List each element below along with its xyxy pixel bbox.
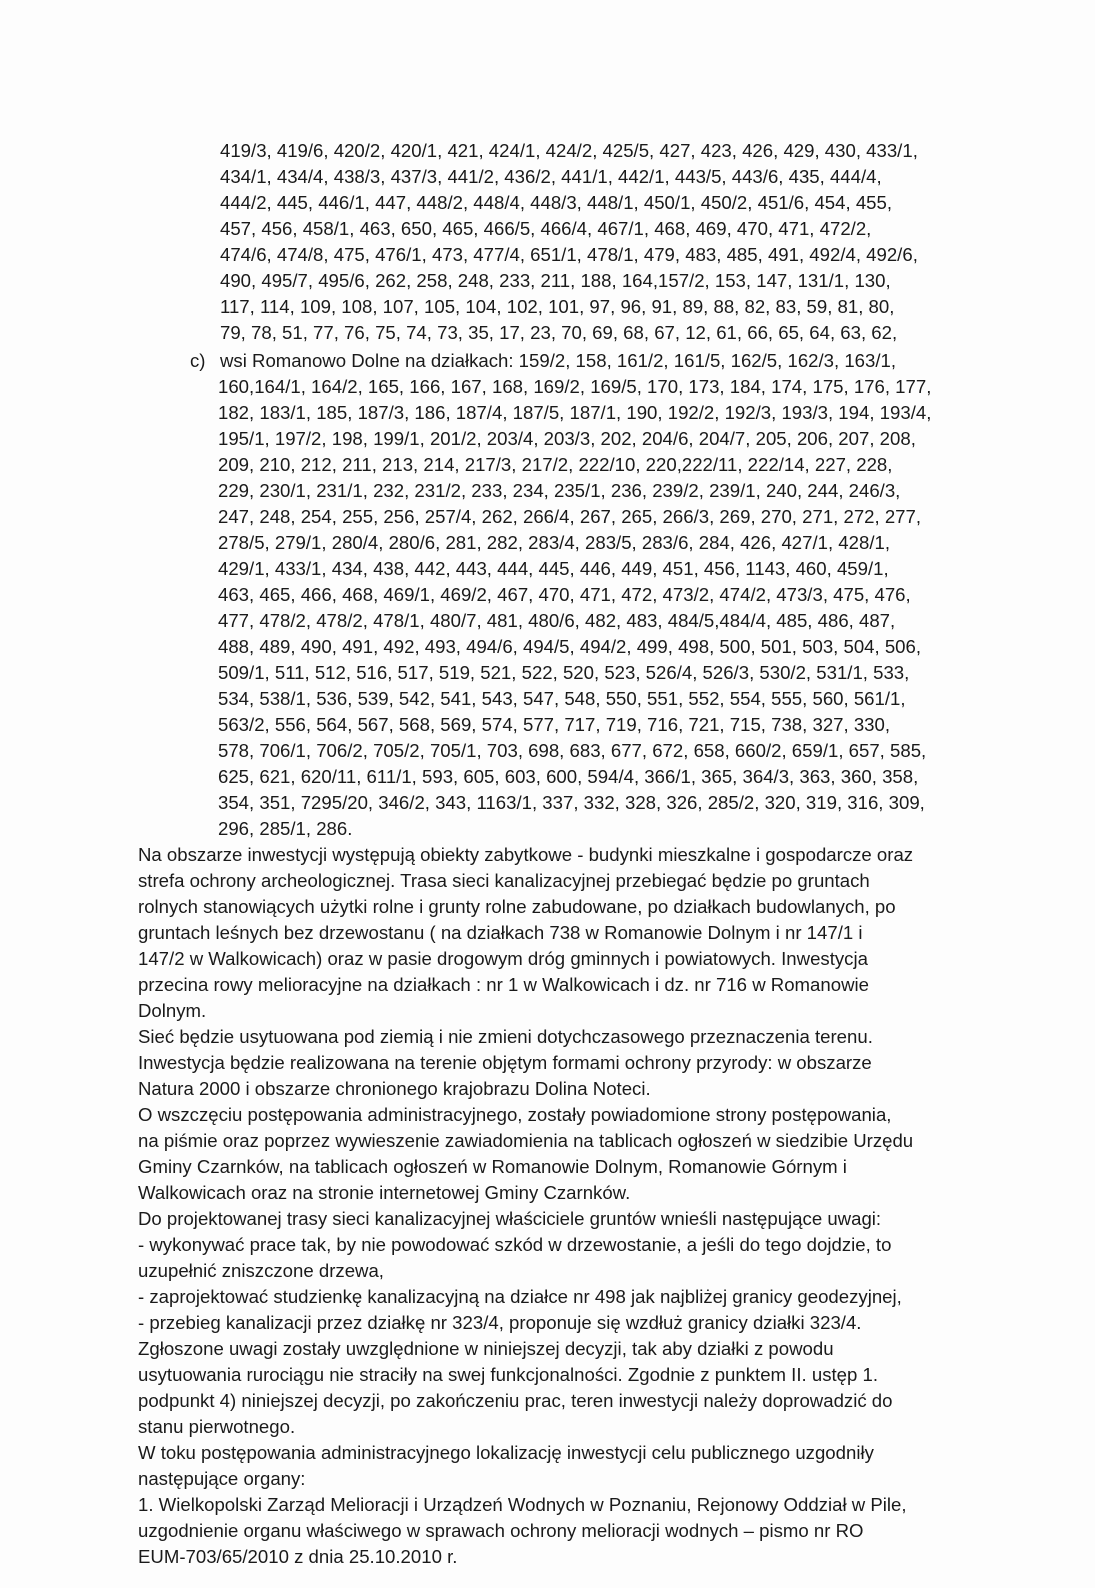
parcel-line: 474/6, 474/8, 475, 476/1, 473, 477/4, 651/1, 478/1, 479, 483, 485, 491, 492/4, 492/6, (220, 244, 918, 265)
body-line: 1. Wielkopolski Zarząd Melioracji i Urządzeń Wodnych w Poznaniu, Rejonowy Oddział w Pile, (138, 1494, 907, 1515)
body-line: - wykonywać prace tak, by nie powodować szkód w drzewostanie, a jeśli do tego dojdzie, to (138, 1234, 892, 1255)
parcel-line: 434/1, 434/4, 438/3, 437/3, 441/2, 436/2, 441/1, 442/1, 443/5, 443/6, 435, 444/4, (220, 166, 882, 187)
parcel-line: 463, 465, 466, 468, 469/1, 469/2, 467, 470, 471, 472, 473/2, 474/2, 473/3, 475, 476, (218, 584, 911, 605)
parcel-line: 490, 495/7, 495/6, 262, 258, 248, 233, 211, 188, 164,157/2, 153, 147, 131/1, 130, (220, 270, 891, 291)
parcel-line: 419/3, 419/6, 420/2, 420/1, 421, 424/1, 424/2, 425/5, 427, 423, 426, 429, 430, 433/1, (220, 140, 918, 161)
parcel-line: 160,164/1, 164/2, 165, 166, 167, 168, 169/2, 169/5, 170, 173, 184, 174, 175, 176, 177, (218, 376, 932, 397)
body-line: gruntach leśnych bez drzewostanu ( na działkach 738 w Romanowie Dolnym i nr 147/1 i (138, 922, 863, 943)
parcel-line: 444/2, 445, 446/1, 447, 448/2, 448/4, 448/3, 448/1, 450/1, 450/2, 451/6, 454, 455, (220, 192, 893, 213)
list-item-intro: wsi Romanowo Dolne na działkach: 159/2, 158, 161/2, 161/5, 162/5, 162/3, 163/1, (220, 350, 897, 371)
parcel-line: 195/1, 197/2, 198, 199/1, 201/2, 203/4, 203/3, 202, 204/6, 204/7, 205, 206, 207, 208, (218, 428, 916, 449)
body-line: - zaprojektować studzienkę kanalizacyjną na działce nr 498 jak najbliżej granicy geodezyjnej, (138, 1286, 902, 1307)
parcel-line: 477, 478/2, 478/2, 478/1, 480/7, 481, 480/6, 482, 483, 484/5,484/4, 485, 486, 487, (218, 610, 896, 631)
parcel-line: 354, 351, 7295/20, 346/2, 343, 1163/1, 337, 332, 328, 326, 285/2, 320, 319, 316, 309, (218, 792, 925, 813)
body-line: Do projektowanej trasy sieci kanalizacyjnej właściciele gruntów wnieśli następujące uwagi: (138, 1208, 882, 1229)
parcel-line: 429/1, 433/1, 434, 438, 442, 443, 444, 445, 446, 449, 451, 456, 1143, 460, 459/1, (218, 558, 889, 579)
body-line: Na obszarze inwestycji występują obiekty zabytkowe - budynki mieszkalne i gospodarcze oraz (138, 844, 914, 865)
body-line: strefa ochrony archeologicznej. Trasa sieci kanalizacyjnej przebiegać będzie po gruntach (138, 870, 870, 891)
parcel-line: 229, 230/1, 231/1, 232, 231/2, 233, 234, 235/1, 236, 239/2, 239/1, 240, 244, 246/3, (218, 480, 901, 501)
body-line: usytuowania rurociągu nie straciły na swej funkcjonalności. Zgodnie z punktem II. ustęp 1. (138, 1364, 879, 1385)
parcel-line: 578, 706/1, 706/2, 705/2, 705/1, 703, 698, 683, 677, 672, 658, 660/2, 659/1, 657, 585, (218, 740, 927, 761)
parcel-line: 182, 183/1, 185, 187/3, 186, 187/4, 187/5, 187/1, 190, 192/2, 192/3, 193/3, 194, 193/4, (218, 402, 932, 423)
body-line: Inwestycja będzie realizowana na terenie objętym formami ochrony przyrody: w obszarze (138, 1052, 872, 1073)
body-line: Zgłoszone uwagi zostały uwzględnione w niniejszej decyzji, tak aby działki z powodu (138, 1338, 834, 1359)
body-line: Gminy Czarnków, na tablicach ogłoszeń w Romanowie Dolnym, Romanowie Górnym i (138, 1156, 847, 1177)
body-line: O wszczęciu postępowania administracyjnego, zostały powiadomione strony postępowania, (138, 1104, 892, 1125)
parcel-line: 209, 210, 212, 211, 213, 214, 217/3, 217/2, 222/10, 220,222/11, 222/14, 227, 228, (218, 454, 893, 475)
parcel-line: 488, 489, 490, 491, 492, 493, 494/6, 494/5, 494/2, 499, 498, 500, 501, 503, 504, 506, (218, 636, 922, 657)
parcel-line: 625, 621, 620/11, 611/1, 593, 605, 603, 600, 594/4, 366/1, 365, 364/3, 363, 360, 358, (218, 766, 919, 787)
parcel-line: 563/2, 556, 564, 567, 568, 569, 574, 577, 717, 719, 716, 721, 715, 738, 327, 330, (218, 714, 891, 735)
body-line: Dolnym. (138, 1000, 207, 1021)
body-line: następujące organy: (138, 1468, 306, 1489)
body-line: uzupełnić zniszczone drzewa, (138, 1260, 384, 1281)
body-line: W toku postępowania administracyjnego lokalizację inwestycji celu publicznego uzgodniły (138, 1442, 874, 1463)
parcel-line: 457, 456, 458/1, 463, 650, 465, 466/5, 466/4, 467/1, 468, 469, 470, 471, 472/2, (220, 218, 872, 239)
parcel-line: 509/1, 511, 512, 516, 517, 519, 521, 522, 520, 523, 526/4, 526/3, 530/2, 531/1, 533, (218, 662, 910, 683)
body-line: uzgodnienie organu właściwego w sprawach ochrony melioracji wodnych – pismo nr RO (138, 1520, 864, 1541)
parcel-list-continued (220, 138, 1090, 346)
body-text (138, 842, 1088, 1570)
parcel-list-romanowo-dolne (218, 374, 1090, 842)
body-line: Sieć będzie usytuowana pod ziemią i nie zmieni dotychczasowego przeznaczenia terenu. (138, 1026, 873, 1047)
body-line: rolnych stanowiących użytki rolne i grunty rolne zabudowane, po działkach budowlanych, po (138, 896, 896, 917)
parcel-line: 278/5, 279/1, 280/4, 280/6, 281, 282, 283/4, 283/5, 283/6, 284, 426, 427/1, 428/1, (218, 532, 891, 553)
parcel-line: 296, 285/1, 286. (218, 818, 353, 839)
parcel-line: 117, 114, 109, 108, 107, 105, 104, 102, 101, 97, 96, 91, 89, 88, 82, 83, 59, 81, 80, (220, 296, 895, 317)
body-line: - przebieg kanalizacji przez działkę nr 323/4, proponuje się wzdłuż granicy działki 323/4. (138, 1312, 862, 1333)
body-line: Walkowicach oraz na stronie internetowej Gminy Czarnków. (138, 1182, 631, 1203)
parcel-line: 247, 248, 254, 255, 256, 257/4, 262, 266/4, 267, 265, 266/3, 269, 270, 271, 272, 277, (218, 506, 922, 527)
body-line: EUM-703/65/2010 z dnia 25.10.2010 r. (138, 1546, 458, 1567)
body-line: na piśmie oraz poprzez wywieszenie zawiadomienia na tablicach ogłoszeń w siedzibie Urzędu (138, 1130, 914, 1151)
body-line: stanu pierwotnego. (138, 1416, 296, 1437)
parcel-line: 79, 78, 51, 77, 76, 75, 74, 73, 35, 17, 23, 70, 69, 68, 67, 12, 61, 66, 65, 64, 63, 62, (220, 322, 898, 343)
parcel-line: 534, 538/1, 536, 539, 542, 541, 543, 547, 548, 550, 551, 552, 554, 555, 560, 561/1, (218, 688, 906, 709)
list-marker: c) (190, 350, 206, 371)
body-line: Natura 2000 i obszarze chronionego krajobrazu Dolina Noteci. (138, 1078, 651, 1099)
body-line: 147/2 w Walkowicach) oraz w pasie drogowym dróg gminnych i powiatowych. Inwestycja (138, 948, 868, 969)
body-line: przecina rowy melioracyjne na działkach : nr 1 w Walkowicach i dz. nr 716 w Romanowie (138, 974, 869, 995)
body-line: podpunkt 4) niniejszej decyzji, po zakończeniu prac, teren inwestycji należy doprowadzić do (138, 1390, 893, 1411)
